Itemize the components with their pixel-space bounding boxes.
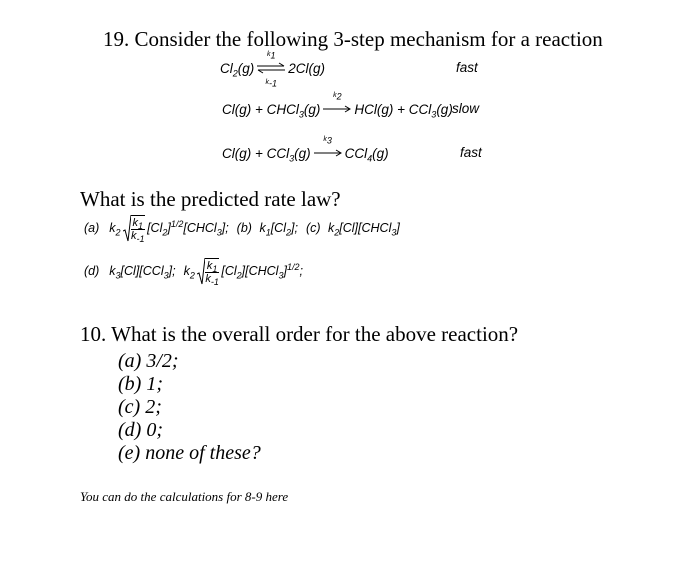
step2-speed: slow (452, 101, 480, 116)
mechanism-step-2 (222, 91, 453, 120)
question-10-header: 10. What is the overall order for the above reaction? (80, 322, 519, 346)
choice-c: (c) 2; (118, 396, 162, 418)
mechanism-step-1 (220, 50, 326, 89)
step2-left: Cl(g) + CHCl$_3$(g) (222, 101, 321, 120)
option-c: (c) $k_2[Cl][CHCl_3]$ (305, 221, 400, 238)
sqrt-icon: $\frac{k_1}{k_{-1}}$ (197, 257, 220, 285)
equilibrium-arrow-icon: $k_1$ $k_{-1}$ (255, 60, 287, 76)
rate-law-options-row-1 (84, 214, 400, 242)
mechanism-step-3 (222, 135, 389, 164)
forward-arrow-icon: $k_2$ (321, 101, 353, 117)
forward-arrow-icon: $k_3$ (312, 145, 344, 161)
step3-right: CCl$_4$(g) (344, 145, 389, 164)
rate-law-options-row-2 (84, 257, 303, 285)
choice-a: (a) 3/2; (118, 350, 179, 372)
step1-left: $Cl_2(g)$ (220, 60, 255, 79)
rate-law-prompt: What is the predicted rate law? (80, 187, 341, 211)
choice-d: (d) 0; (118, 419, 163, 441)
choice-e: (e) none of these? (118, 442, 261, 464)
option-b: (b) $k_1[Cl_2]$; (236, 221, 298, 238)
option-a-label: (a) (84, 221, 100, 235)
step3-left: Cl(g) + CCl$_3$(g) (222, 145, 311, 164)
footnote: You can do the calculations for 8-9 here (80, 489, 289, 504)
step1-speed: fast (456, 60, 478, 75)
step1-right: 2Cl(g) (288, 60, 326, 76)
step2-right: HCl(g) + CCl$_3$(g) (354, 101, 453, 120)
option-e: $k_2$ $\frac{k_1}{k_{-1}}$ $[Cl_2][CHCl_3]^{1/2}$; (184, 257, 303, 285)
option-d: $k_3[Cl][CCl_3]$; (109, 264, 176, 281)
choice-b: (b) 1; (118, 373, 163, 395)
sqrt-icon: $\frac{k_1}{k_{-1}}$ (123, 214, 146, 242)
option-d-label: (d) (84, 264, 100, 278)
option-a: $k_2$ $\frac{k_1}{k_{-1}}$ $[Cl_2]^{1/2}[CHCl_3]$; (109, 214, 228, 242)
step3-speed: fast (460, 145, 482, 160)
question-19-header: 19. Consider the following 3-step mechanism for a reaction (103, 27, 603, 51)
